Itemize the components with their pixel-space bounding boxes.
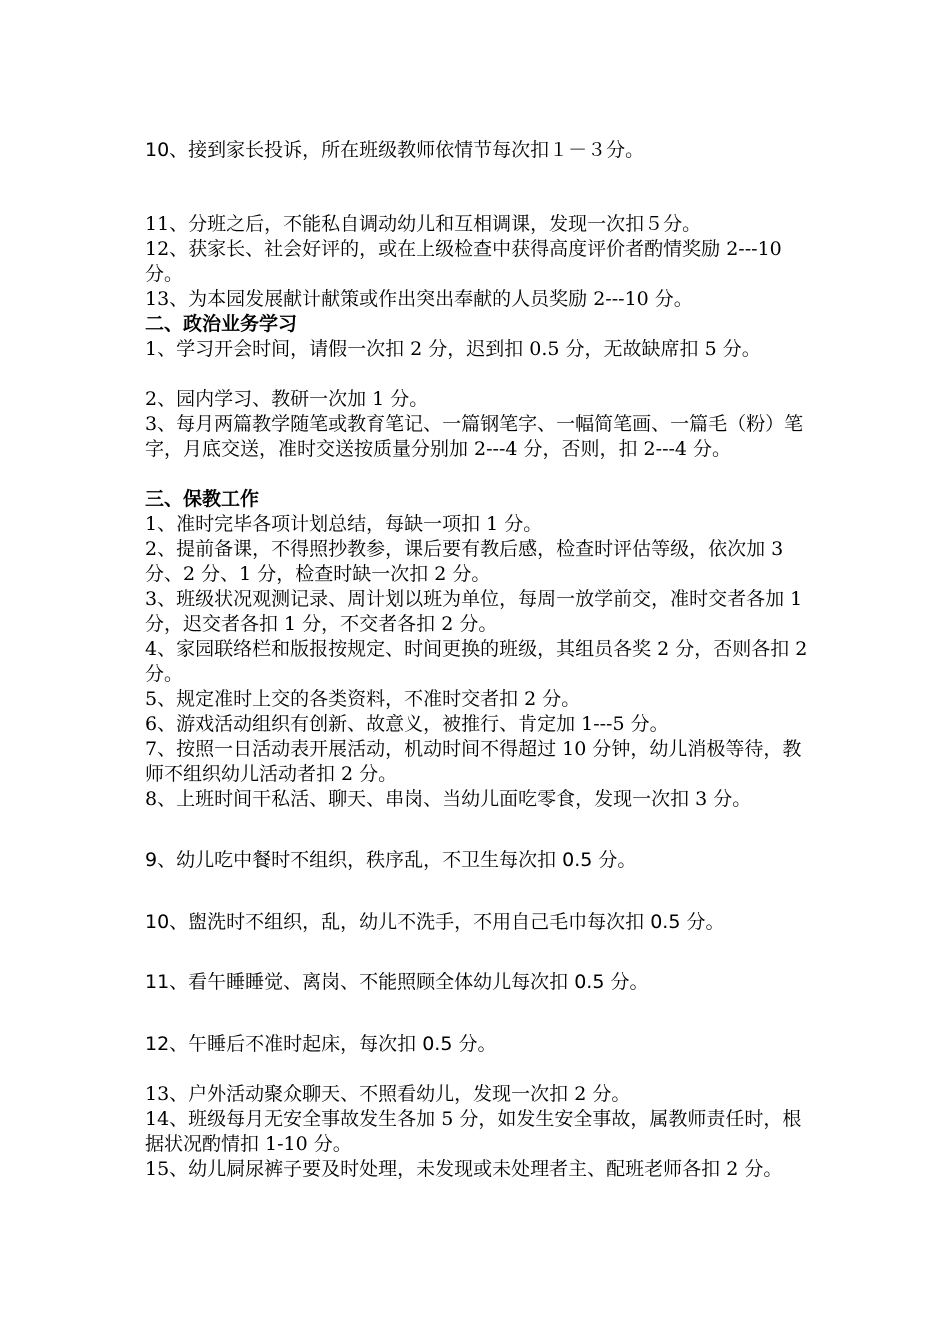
rule-item-10: 10、接到家长投诉，所在班级教师依情节每次扣１－３分。 bbox=[145, 139, 645, 161]
care-item-5: 5、规定准时上交的各类资料，不准时交者扣 2 分。 bbox=[145, 688, 581, 710]
care-item-2: 2、提前备课，不得照抄教参，课后要有教后感，检查时评估等级，依次加 3 分、2 分、1 分，检查时缺一次扣 2 分。 bbox=[145, 538, 784, 585]
study-item-3: 3、每月两篇教学随笔或教育笔记、一篇钢笔字、一幅简笔画、一篇毛（粉）笔字，月底交送，准时交送按质量分别加 2---4 分，否则，扣 2---4 分。 bbox=[145, 413, 804, 460]
rule-item-12: 12、获家长、社会好评的，或在上级检查中获得高度评价者酌情奖励 2---10 分。 bbox=[145, 238, 782, 285]
care-item-7: 7、按照一日活动表开展活动，机动时间不得超过 10 分钟，幼儿消极等待，教师不组织幼儿活动者扣 2 分。 bbox=[145, 738, 802, 785]
section-heading-2: 二、政治业务学习 bbox=[145, 313, 298, 335]
care-item-3: 3、班级状况观测记录、周计划以班为单位，每周一放学前交，准时交者各加 1 分，迟交者各扣 1 分，不交者各扣 2 分。 bbox=[145, 588, 803, 635]
study-item-2: 2、园内学习、教研一次加 1 分。 bbox=[145, 388, 429, 410]
section-heading-3: 三、保教工作 bbox=[145, 488, 260, 510]
care-item-10: 10、盥洗时不组织，乱，幼儿不洗手，不用自己毛巾每次扣 0.5 分。 bbox=[145, 911, 725, 933]
care-item-14: 14、班级每月无安全事故发生各加 5 分，如发生安全事故，属教师责任时，根据状况酌情扣 1-10 分。 bbox=[145, 1108, 802, 1155]
rule-item-11: 11、分班之后，不能私自调动幼儿和互相调课，发现一次扣５分。 bbox=[145, 213, 702, 235]
care-item-15: 15、幼儿屙尿裤子要及时处理，未发现或未处理者主、配班老师各扣 2 分。 bbox=[145, 1158, 783, 1180]
study-item-1: 1、学习开会时间，请假一次扣 2 分，迟到扣 0.5 分，无故缺席扣 5 分。 bbox=[145, 338, 761, 360]
care-item-11: 11、看午睡睡觉、离岗、不能照顾全体幼儿每次扣 0.5 分。 bbox=[145, 971, 649, 993]
care-item-4: 4、家园联络栏和版报按规定、时间更换的班级，其组员各奖 2 分，否则各扣 2 分。 bbox=[145, 638, 808, 685]
care-item-8: 8、上班时间干私活、聊天、串岗、当幼儿面吃零食，发现一次扣 3 分。 bbox=[145, 788, 752, 810]
care-item-6: 6、游戏活动组织有创新、故意义，被推行、肯定加 1---5 分。 bbox=[145, 713, 669, 735]
rule-item-13: 13、为本园发展献计献策或作出突出奉献的人员奖励 2---10 分。 bbox=[145, 288, 693, 310]
care-item-12: 12、午睡后不准时起床，每次扣 0.5 分。 bbox=[145, 1033, 497, 1055]
care-item-13: 13、户外活动聚众聊天、不照看幼儿，发现一次扣 2 分。 bbox=[145, 1083, 631, 1105]
care-item-9: 9、幼儿吃中餐时不组织，秩序乱，不卫生每次扣 0.5 分。 bbox=[145, 849, 637, 871]
care-item-1: 1、准时完毕各项计划总结，每缺一项扣 1 分。 bbox=[145, 513, 543, 535]
